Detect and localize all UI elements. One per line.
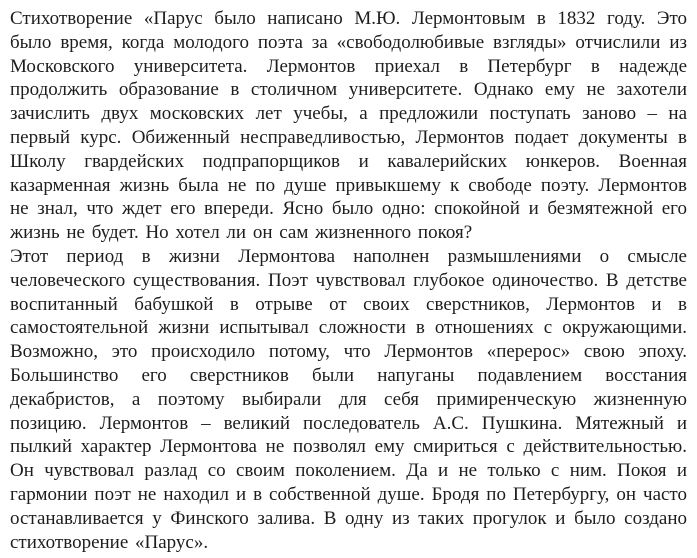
paragraph-lermontov-biography: Стихотворение «Парус было написано М.Ю. Лермонтовым в 1832 году. Это было время, когда молодого поэта за «свободолюбивые взгляды» отчислили из Московского университета. Лермонтов приехал в Петербург в надежде продолжить образование в столичном университете. Однако ему не захотели зачислить двух московских лет учебы, а предложили поступать заново – на первый курс. Обиженный несправедливостью, Лермонтов подает документы в Школу гвардейских подпрапорщиков и кавалерийских юнкеров. Военная казарменная жизнь была не по душе привыкшему к свободе поэту. Лермонтов не знал, что ждет его впереди. Ясно было одно: спокойной и безмятежной его жизнь не будет. Но хотел ли он сам жизненного покоя? [10, 8, 687, 244]
paragraph-lermontov-reflections: Этот период в жизни Лермонтова наполнен размышлениями о смысле человеческого существования. Поэт чувствовал глубокое одиночество. В детстве воспитанный бабушкой в отрыве от своих сверстников, Лермонтов и в самостоятельной жизни испытывал сложности в отношениях с окружающими. Возможно, это происходило потому, что Лермонтов «перерос» свою эпоху. Большинство его сверстников были напуганы подавлением восстания декабристов, а поэтому выбирали для себя примиренческую жизненную позицию. Лермонтов – великий последователь А.С. Пушкина. Мятежный и пылкий характер Лермонтова не позволял ему смириться с действительностью. Он чувствовал разлад со своим поколением. Да и не только с ним. Покоя и гармонии поэт не находил и в собственной душе. Бродя по Петербургу, он часто останавливается у Финского залива. В одну из таких прогулок и было создано стихотворение «Парус». [10, 245, 687, 553]
